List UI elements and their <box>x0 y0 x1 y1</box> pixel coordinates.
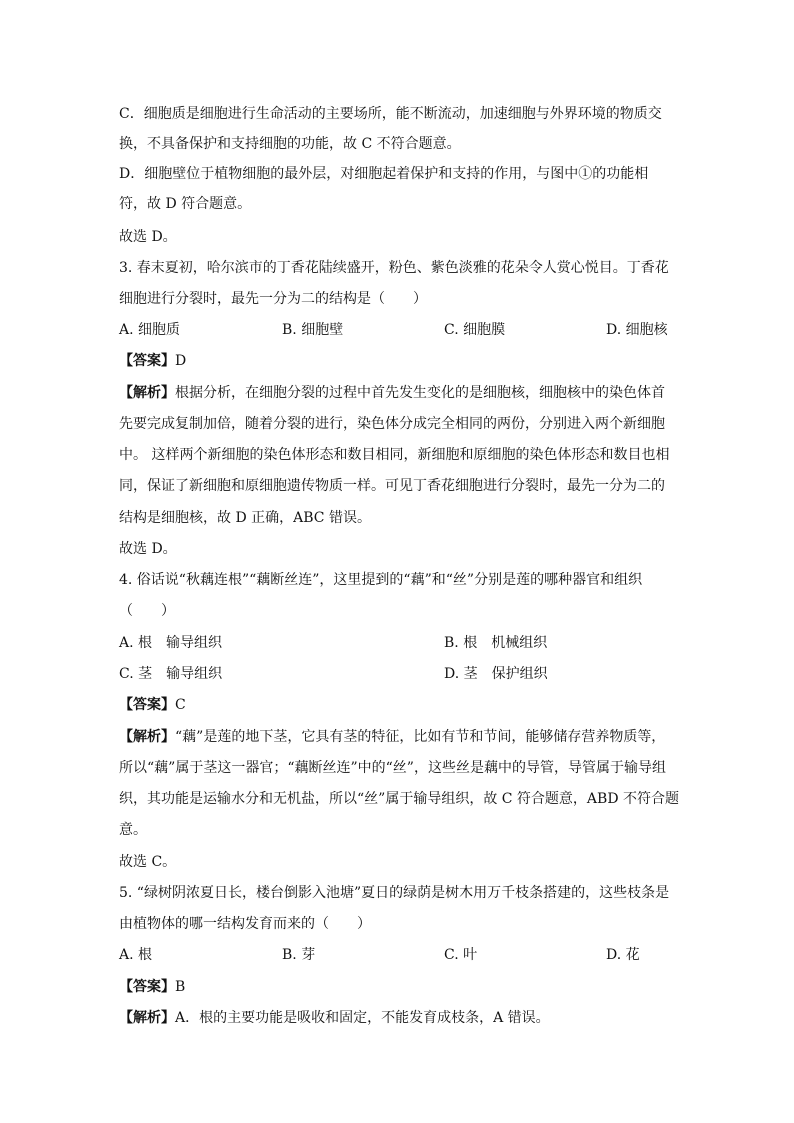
q4-analysis-line4: 意。 <box>119 822 147 838</box>
q2-option-d-explanation-line2: 符，故 D 符合题意。 <box>119 196 252 212</box>
q4-analysis-line1 <box>119 727 665 747</box>
answer-value: C <box>175 697 186 713</box>
q5-stem-line1: 5. “绿树阴浓夏日长，楼台倒影入池塘”夏日的绿荫是树木用万千枝条搭建的，这些枝条是 <box>119 885 670 901</box>
q5-option-d: D. 花 <box>606 947 640 963</box>
analysis-label: 【解析】 <box>119 385 175 401</box>
q4-option-d: D. 茎 保护组织 <box>444 666 548 682</box>
q4-option-c: C. 茎 输导组织 <box>119 666 223 682</box>
analysis-text: “藕”是莲的地下茎，它具有茎的特征，比如有节和节间，能够储存营养物质等， <box>175 729 666 745</box>
analysis-text: 根据分析，在细胞分裂的过程中首先发生变化的是细胞核，细胞核中的染色体首 <box>175 385 665 401</box>
q3-analysis-line2: 先要完成复制加倍，随着分裂的进行，染色体分成完全相同的两份，分别进入两个新细胞 <box>119 416 665 432</box>
q3-option-d: D. 细胞核 <box>606 322 668 338</box>
q4-analysis-line2: 所以“藕”属于茎这一器官；“藕断丝连”中的“丝”，这些丝是藕中的导管，导管属于输导组 <box>119 760 666 776</box>
answer-label: 【答案】 <box>119 353 175 369</box>
q3-analysis-line3: 中。 这样两个新细胞的染色体形态和数目相同，新细胞和原细胞的染色体形态和数目也相 <box>119 447 670 463</box>
analysis-label: 【解析】 <box>119 729 175 745</box>
q2-option-c-explanation-line1: C．细胞质是细胞进行生命活动的主要场所，能不断流动，加速细胞与外界环境的物质交 <box>119 106 662 122</box>
q3-answer <box>119 351 186 371</box>
q5-answer <box>119 977 185 997</box>
answer-label: 【答案】 <box>119 979 175 995</box>
q4-answer <box>119 695 186 715</box>
q3-option-c: C. 细胞膜 <box>444 322 506 338</box>
q4-option-b: B. 根 机械组织 <box>444 635 548 651</box>
q2-option-d-explanation-line1: D．细胞壁位于植物细胞的最外层，对细胞起着保护和支持的作用，与图中①的功能相 <box>119 166 649 182</box>
analysis-label: 【解析】 <box>119 1010 175 1026</box>
q5-analysis-line1 <box>119 1008 550 1028</box>
q4-conclusion: 故选 C。 <box>119 854 177 870</box>
answer-label: 【答案】 <box>119 697 175 713</box>
q4-stem-line1: 4. 俗话说“秋藕连根”“藕断丝连”，这里提到的“藕”和“丝”分别是莲的哪种器官和组织 <box>119 572 643 588</box>
q4-stem-line2: （ ） <box>119 603 175 619</box>
answer-value: D <box>175 353 187 369</box>
answer-value: B <box>175 979 186 995</box>
q3-stem-line1: 3. 春末夏初，哈尔滨市的丁香花陆续盛开，粉色、紫色淡雅的花朵令人赏心悦目。丁香花 <box>119 260 669 276</box>
q3-option-a: A. 细胞质 <box>119 322 181 338</box>
q3-stem-line2: 细胞进行分裂时，最先一分为二的结构是（ ） <box>119 291 427 307</box>
q3-option-b: B. 细胞壁 <box>282 322 344 338</box>
q5-stem-line2: 由植物体的哪一结构发育而来的（ ） <box>119 916 371 932</box>
q3-conclusion: 故选 D。 <box>119 541 177 557</box>
analysis-text: A．根的主要功能是吸收和固定，不能发育成枝条，A 错误。 <box>175 1010 550 1026</box>
q5-option-b: B. 芽 <box>282 947 316 963</box>
q4-option-a: A. 根 输导组织 <box>119 635 223 651</box>
q3-analysis-line4: 同，保证了新细胞和原细胞遗传物质一样。可见丁香花细胞进行分裂时，最先一分为二的 <box>119 478 665 494</box>
q4-analysis-line3: 织，其功能是运输水分和无机盐，所以“丝”属于输导组织，故 C 符合题意，ABD 不符合题 <box>119 791 679 807</box>
q3-analysis-line1 <box>119 383 665 403</box>
q3-analysis-line5: 结构是细胞核，故 D 正确，ABC 错误。 <box>119 510 371 526</box>
q5-option-c: C. 叶 <box>444 947 478 963</box>
q2-option-c-explanation-line2: 换，不具备保护和支持细胞的功能，故 C 不符合题意。 <box>119 136 461 152</box>
q2-conclusion: 故选 D。 <box>119 229 177 245</box>
q5-option-a: A. 根 <box>119 947 153 963</box>
